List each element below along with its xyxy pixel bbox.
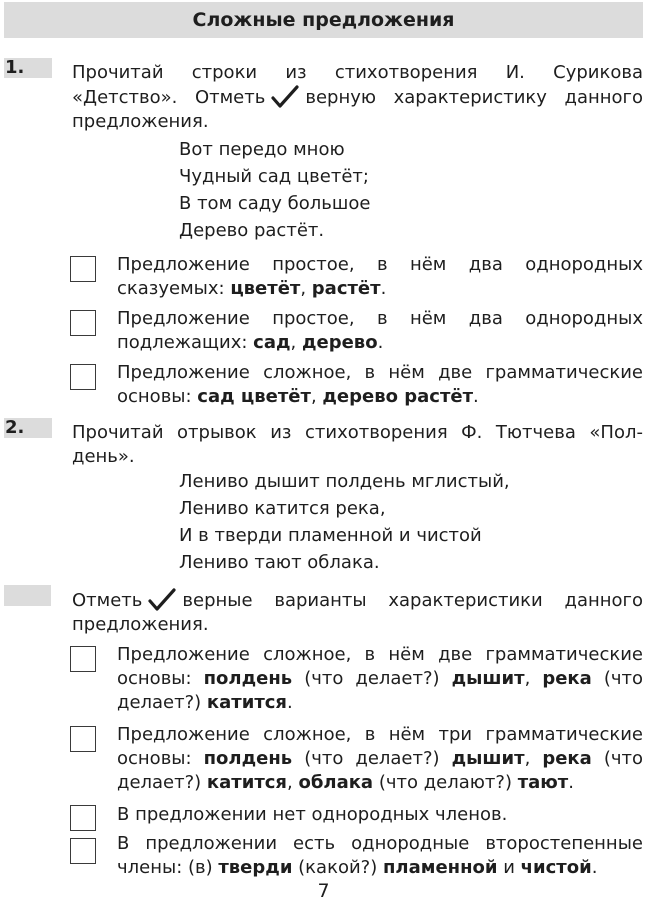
answer-option: В предложении нет однородных членов. — [117, 804, 508, 825]
checkmark-icon — [271, 85, 299, 109]
answer-checkbox[interactable] — [70, 838, 96, 864]
task-number-placeholder — [4, 585, 51, 606]
poem-line: Чудный сад цветёт; — [179, 166, 369, 187]
poem-line: Лениво тают облака. — [179, 552, 380, 573]
answer-checkbox[interactable] — [70, 805, 96, 831]
page-number: 7 — [317, 880, 330, 902]
poem-line: Вот передо мною — [179, 139, 345, 160]
task-number: 1. — [4, 58, 52, 78]
answer-option: Предложение простое, в нём два однородных подлежащих: сад, дерево. — [117, 308, 643, 353]
answer-option: Предложение сложное, в нём три грамматические основы: полдень (что делает?) дышит, река (что делает?) катится, облака (что делают?) тают. — [117, 724, 643, 793]
task1-instruction — [72, 61, 643, 134]
task2-mark-instruction — [72, 588, 643, 637]
answer-option: В предложении есть однородные второстепенные члены: (в) тверди (какой?) пламенной и чистой. — [117, 833, 643, 878]
answer-checkbox[interactable] — [70, 256, 96, 282]
answer-option: Предложение сложное, в нём две грамматические основы: сад цветёт, дерево растёт. — [117, 362, 643, 407]
task2-poem — [179, 468, 510, 576]
poem-line: В том саду большое — [179, 193, 371, 214]
answer-checkbox[interactable] — [70, 364, 96, 390]
task-number: 2. — [4, 418, 52, 438]
poem-line: Дерево растёт. — [179, 220, 325, 241]
answer-option: Предложение простое, в нём два однородных сказуемых: цветёт, растёт. — [117, 254, 643, 299]
checkmark-icon — [148, 588, 176, 612]
task2-instruction: Прочитай отрывок из стихотворения Ф. Тютчева «Полдень». — [72, 422, 643, 467]
poem-line: И в тверди пламенной и чистой — [179, 525, 482, 546]
answer-checkbox[interactable] — [70, 646, 96, 672]
poem-line: Лениво катится река, — [179, 498, 386, 519]
answer-option: Предложение сложное, в нём две грамматические основы: полдень (что делает?) дышит, река (что делает?) катится. — [117, 644, 643, 713]
task2-mark-text: Отметь — [72, 590, 143, 611]
poem-line: Лениво дышит полдень мглистый, — [179, 471, 510, 492]
section-title: Сложные предложения — [4, 2, 643, 38]
task1-poem — [179, 136, 370, 244]
answer-checkbox[interactable] — [70, 310, 96, 336]
task2-mark-text-2: верные варианты характеристики данного предложения. — [72, 590, 643, 635]
task1-intro-text-2: верную характеристику данного предложения. — [72, 87, 643, 132]
answer-checkbox[interactable] — [70, 726, 96, 752]
task1-intro-text: Прочитай строки из стихотворения И. Сурикова «Детство». Отметь — [72, 62, 643, 108]
